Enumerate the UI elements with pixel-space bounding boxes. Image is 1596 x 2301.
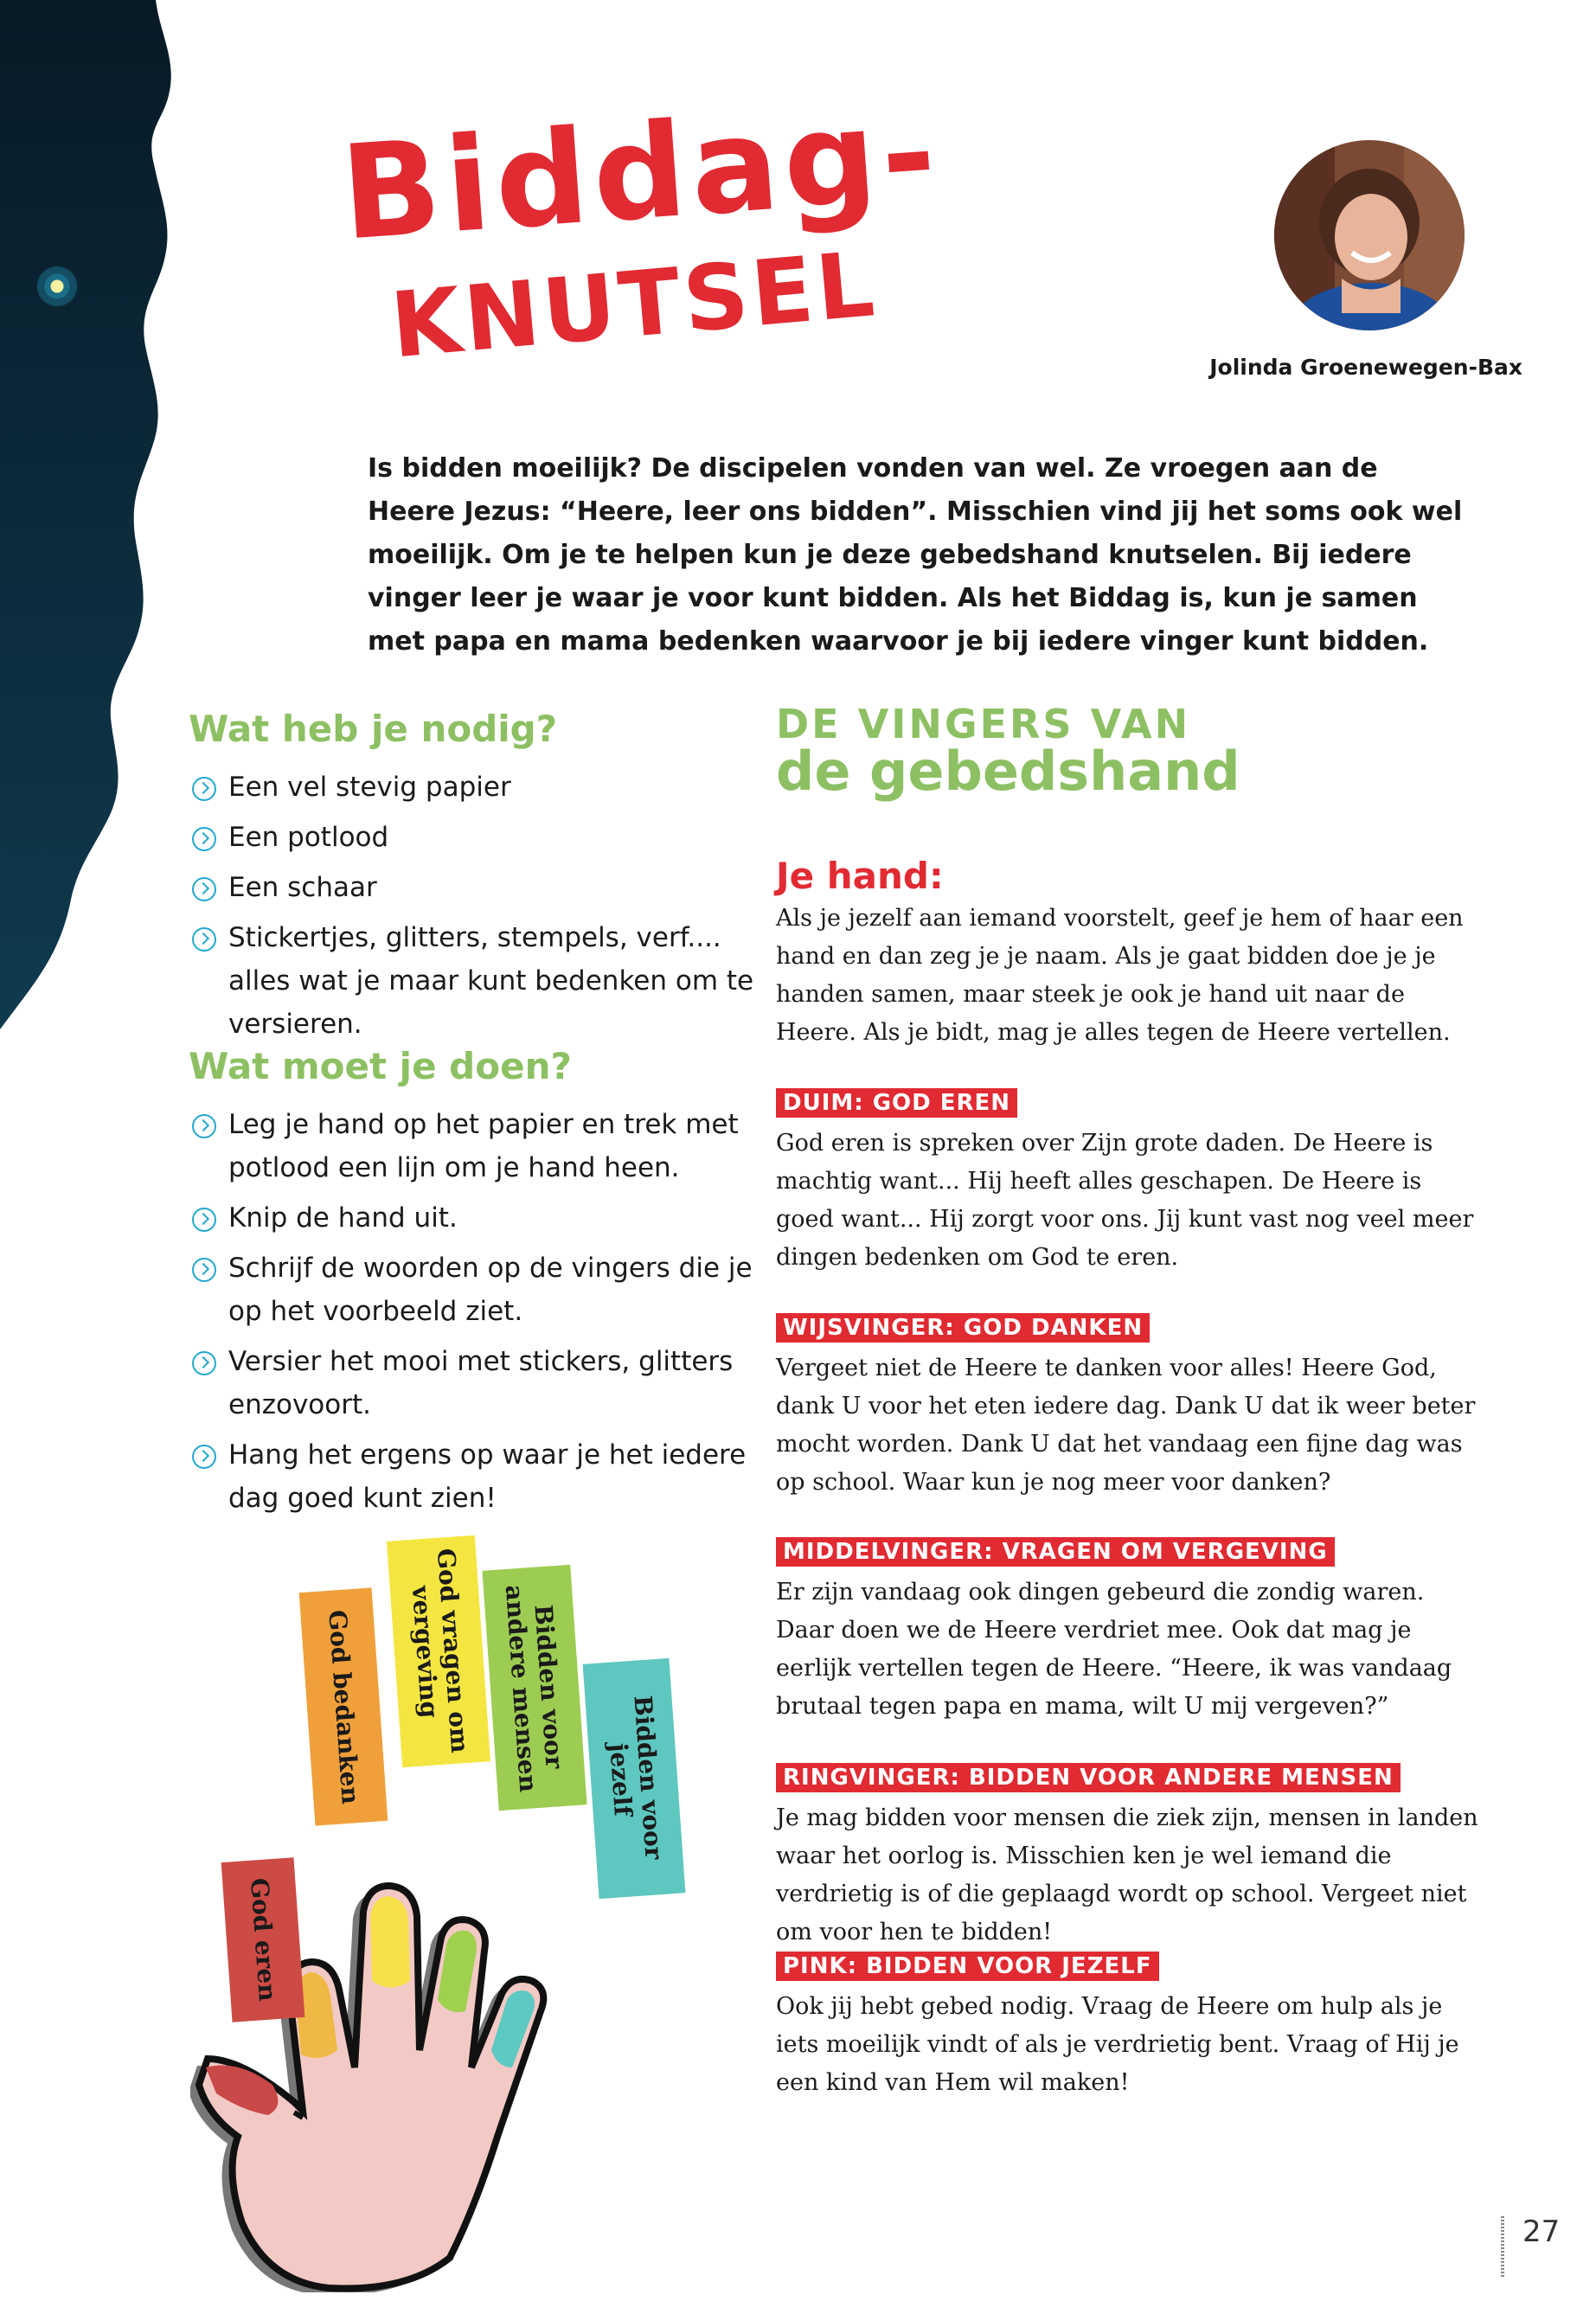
page-title: Biddag- [337,77,945,270]
arrow-circle-icon [192,1351,216,1375]
section-text-middelvinger: Er zijn vandaag ook dingen gebeurd die zondig waren. Daar doen we de Heere verdriet mee. Ook dat mag je eerlijk vertellen tegen de Heere. “Heere, ik was vandaag brutaal tegen papa en mama, wilt U mij vergeven?” [776,1579,1452,1720]
needs-heading: Wat heb je nodig? [189,708,558,750]
arrow-circle-icon [192,1258,216,1282]
arrow-circle-icon [192,877,216,901]
list-item: Schrijf de woorden op de vingers die je op het voorbeeld ziet. [189,1247,760,1333]
list-item: Versier het mooi met stickers, glitters enzovoort. [189,1340,760,1426]
section-heading-pink: PINK: BIDDEN VOOR JEZELF [776,1952,1159,1981]
vingers-heading: DE VINGERS VAN [776,701,1191,747]
pinky-finger-tag: Bidden voor jezelf [583,1658,686,1899]
page-number: 27 [1522,2214,1561,2249]
todo-list [189,1103,760,1527]
arrow-circle-icon [192,1208,216,1232]
list-item: Een potlood [189,816,760,859]
arrow-circle-icon [192,777,216,801]
arrow-circle-icon [192,827,216,851]
hand-text: Als je jezelf aan iemand voorstelt, geef je hem of haar een hand en dan zeg je je naam. Als je gaat bidden doe je je handen samen, maar steek je ook je hand uit naar de Heere. Als je bidt, mag je alles tegen de Heere vertellen. [776,905,1464,1046]
hand-heading: Je hand: [776,855,944,897]
section-heading-duim: DUIM: GOD EREN [776,1088,1017,1118]
intro-text: Is bidden moeilijk? De discipelen vonden van wel. Ze vroegen aan de Heere Jezus: “Heere, leer ons bidden”. Misschien vind jij het soms ook wel moeilijk. Om je te helpen kun je deze gebedshand knutselen. Bij iedere vinger leer je waar je voor kunt bidden. Als het Biddag is, kun je samen met papa en mama bedenken waarvoor je bij iedere vinger kunt bidden. [368,453,1463,657]
thumb-tag: God eren [221,1857,305,2022]
page-subtitle: KNUTSEL [387,230,881,379]
section-heading-middelvinger: MIDDELVINGER: VRAGEN OM VERGEVING [776,1537,1335,1567]
section-text-ringvinger: Je mag bidden voor mensen die ziek zijn, mensen in landen waar het oorlog is. Misschien ken je wel iemand die verdrietig is of die geplaagd wordt op school. Vergeet niet om voor hen te bidden! [776,1804,1478,1945]
ring-finger-tag: Bidden voor andere mensen [482,1565,586,1811]
author-photo [1274,140,1465,330]
page-number-rule [1501,2216,1504,2277]
list-item: Hang het ergens op waar je het iedere dag goed kunt zien! [189,1433,760,1520]
section-heading-wijsvinger: WIJSVINGER: GOD DANKEN [776,1313,1150,1343]
todo-heading: Wat moet je doen? [189,1045,572,1087]
section-heading-ringvinger: RINGVINGER: BIDDEN VOOR ANDERE MENSEN [776,1763,1401,1792]
list-item: Een vel stevig papier [189,766,760,809]
middle-finger-tag: God vragen om vergeving [387,1535,490,1767]
section-text-pink: Ook jij hebt gebed nodig. Vraag de Heere om hulp als je iets moeilijk vindt of als je verdrietig bent. Vraag of Hij je een kind van Hem wil maken! [776,1993,1459,2096]
list-item: Knip de hand uit. [189,1196,760,1240]
section-text-wijsvinger: Vergeet niet de Heere te danken voor alles! Heere God, dank U voor het eten iedere dag. Dank U dat ik weer beter mocht worden. Dank U dat het vandaag een fijne dag was op school. Waar kun je nog meer voor danken? [776,1355,1476,1496]
list-item: Leg je hand op het papier en trek met potlood een lijn om je hand heen. [189,1103,760,1189]
arrow-circle-icon [192,927,216,952]
index-finger-tag: God bedanken [299,1587,388,1825]
list-item: Een schaar [189,866,760,909]
night-sky-edge [0,0,208,1038]
list-item: Stickertjes, glitters, stempels, verf.... alles wat je maar kunt bedenken om te versieren. [189,916,760,1046]
needs-list [189,766,760,1053]
arrow-circle-icon [192,1445,216,1469]
section-text-duim: God eren is spreken over Zijn grote daden. De Heere is machtig want... Hij heeft alles geschapen. De Heere is goed want... Hij zorgt voor ons. Jij kunt vast nog veel meer dingen bedenken om God te eren. [776,1130,1474,1271]
author-name: Jolinda Groenewegen-Bax [1209,355,1522,380]
vingers-subheading: de gebedshand [776,740,1240,803]
arrow-circle-icon [192,1114,216,1138]
star-glow-icon [35,264,80,309]
